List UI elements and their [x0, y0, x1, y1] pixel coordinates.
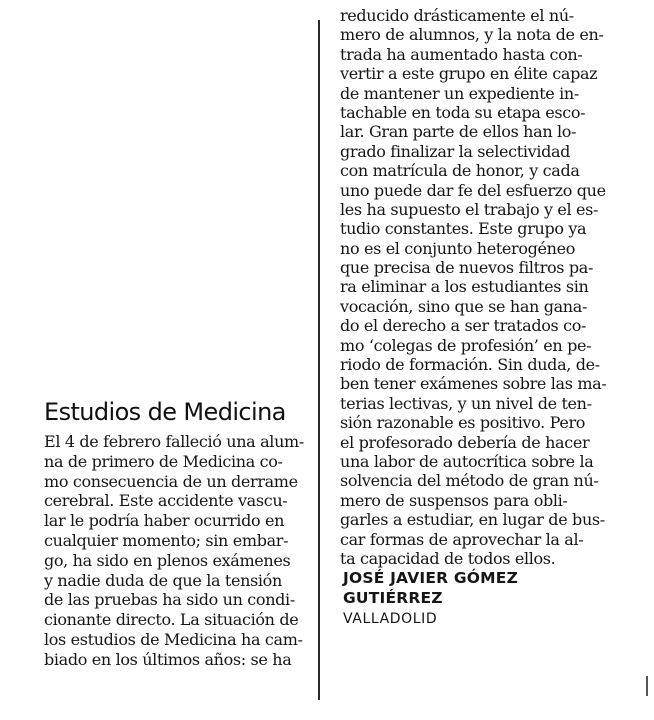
- body-line: cerebral. Este accidente vascu-: [44, 491, 288, 511]
- left-column-body: [44, 432, 312, 670]
- body-line: una labor de autocrítica sobre la: [340, 451, 594, 471]
- body-line: no es el conjunto heterogéneo: [340, 238, 575, 258]
- body-line: sión razonable es positivo. Pero: [340, 413, 586, 433]
- body-line: que precisa de nuevos filtros pa-: [340, 258, 594, 278]
- right-column: [340, 6, 630, 630]
- body-line: grado finalizar la selectividad: [340, 141, 571, 161]
- body-line: con matrícula de honor, y cada: [340, 161, 580, 181]
- body-line: y nadie duda de que la tensión: [44, 570, 282, 590]
- body-line: garles a estudiar, en lugar de bus-: [340, 510, 605, 530]
- body-line: los estudios de Medicina ha cam-: [44, 629, 303, 649]
- body-line: car formas de aprovechar la al-: [340, 529, 584, 549]
- body-line: vertir a este grupo en élite capaz: [340, 64, 598, 84]
- author-name-line2: GUTIÉRREZ: [343, 589, 443, 608]
- body-line: vocación, sino que se han gana-: [340, 296, 587, 316]
- body-line: cualquier momento; sin embar-: [44, 530, 289, 550]
- body-line: cionante directo. La situación de: [44, 610, 299, 630]
- column-divider: [318, 20, 320, 700]
- author-city: VALLADOLID: [343, 611, 438, 628]
- body-line: uno puede dar fe del esfuerzo que: [340, 180, 606, 200]
- body-line: ta capacidad de todos ellos.: [340, 548, 556, 568]
- body-line: tachable en toda su etapa esco-: [340, 102, 586, 122]
- body-line: mero de suspensos para obli-: [340, 490, 568, 510]
- body-line: tudio constantes. Este grupo ya: [340, 219, 587, 239]
- body-line: lar. Gran parte de ellos han lo-: [340, 122, 577, 142]
- body-line: do el derecho a ser tratados co-: [340, 316, 587, 336]
- body-line: trada ha aumentado hasta con-: [340, 44, 583, 64]
- article-headline: Estudios de Medicina: [44, 398, 286, 426]
- body-line: les ha supuesto el trabajo y el es-: [340, 199, 599, 219]
- body-line: na de primero de Medicina co-: [44, 451, 283, 471]
- body-line: El 4 de febrero falleció una alum-: [44, 432, 304, 451]
- author-signature: [340, 568, 630, 630]
- author-name-line1: JOSÉ JAVIER GÓMEZ: [343, 569, 519, 588]
- body-line: mo consecuencia de un derrame: [44, 471, 298, 491]
- body-line: ra eliminar a los estudiantes sin: [340, 277, 589, 297]
- body-line: riodo de formación. Sin duda, de-: [340, 355, 600, 375]
- body-line: terias lectivas, y un nivel de ten-: [340, 393, 592, 413]
- body-line: ben tener exámenes sobre las ma-: [340, 374, 607, 394]
- body-line: de las pruebas ha sido un condi-: [44, 590, 295, 610]
- page-edge-mark: [646, 676, 648, 696]
- body-line: el profesorado debería de hacer: [340, 432, 590, 452]
- body-line: solvencia del método de gran nú-: [340, 471, 599, 491]
- body-line: de mantener un expediente in-: [340, 83, 579, 103]
- body-line: go, ha sido en plenos exámenes: [44, 550, 291, 570]
- body-line: biado en los últimos años: se ha: [44, 649, 292, 669]
- left-column: [44, 394, 312, 670]
- body-line: reducido drásticamente el nú-: [340, 6, 574, 25]
- body-line: lar le podría haber ocurrido en: [44, 511, 285, 531]
- body-line: mero de alumnos, y la nota de en-: [340, 25, 604, 45]
- body-line: mo ‘colegas de profesión’ en pe-: [340, 335, 592, 355]
